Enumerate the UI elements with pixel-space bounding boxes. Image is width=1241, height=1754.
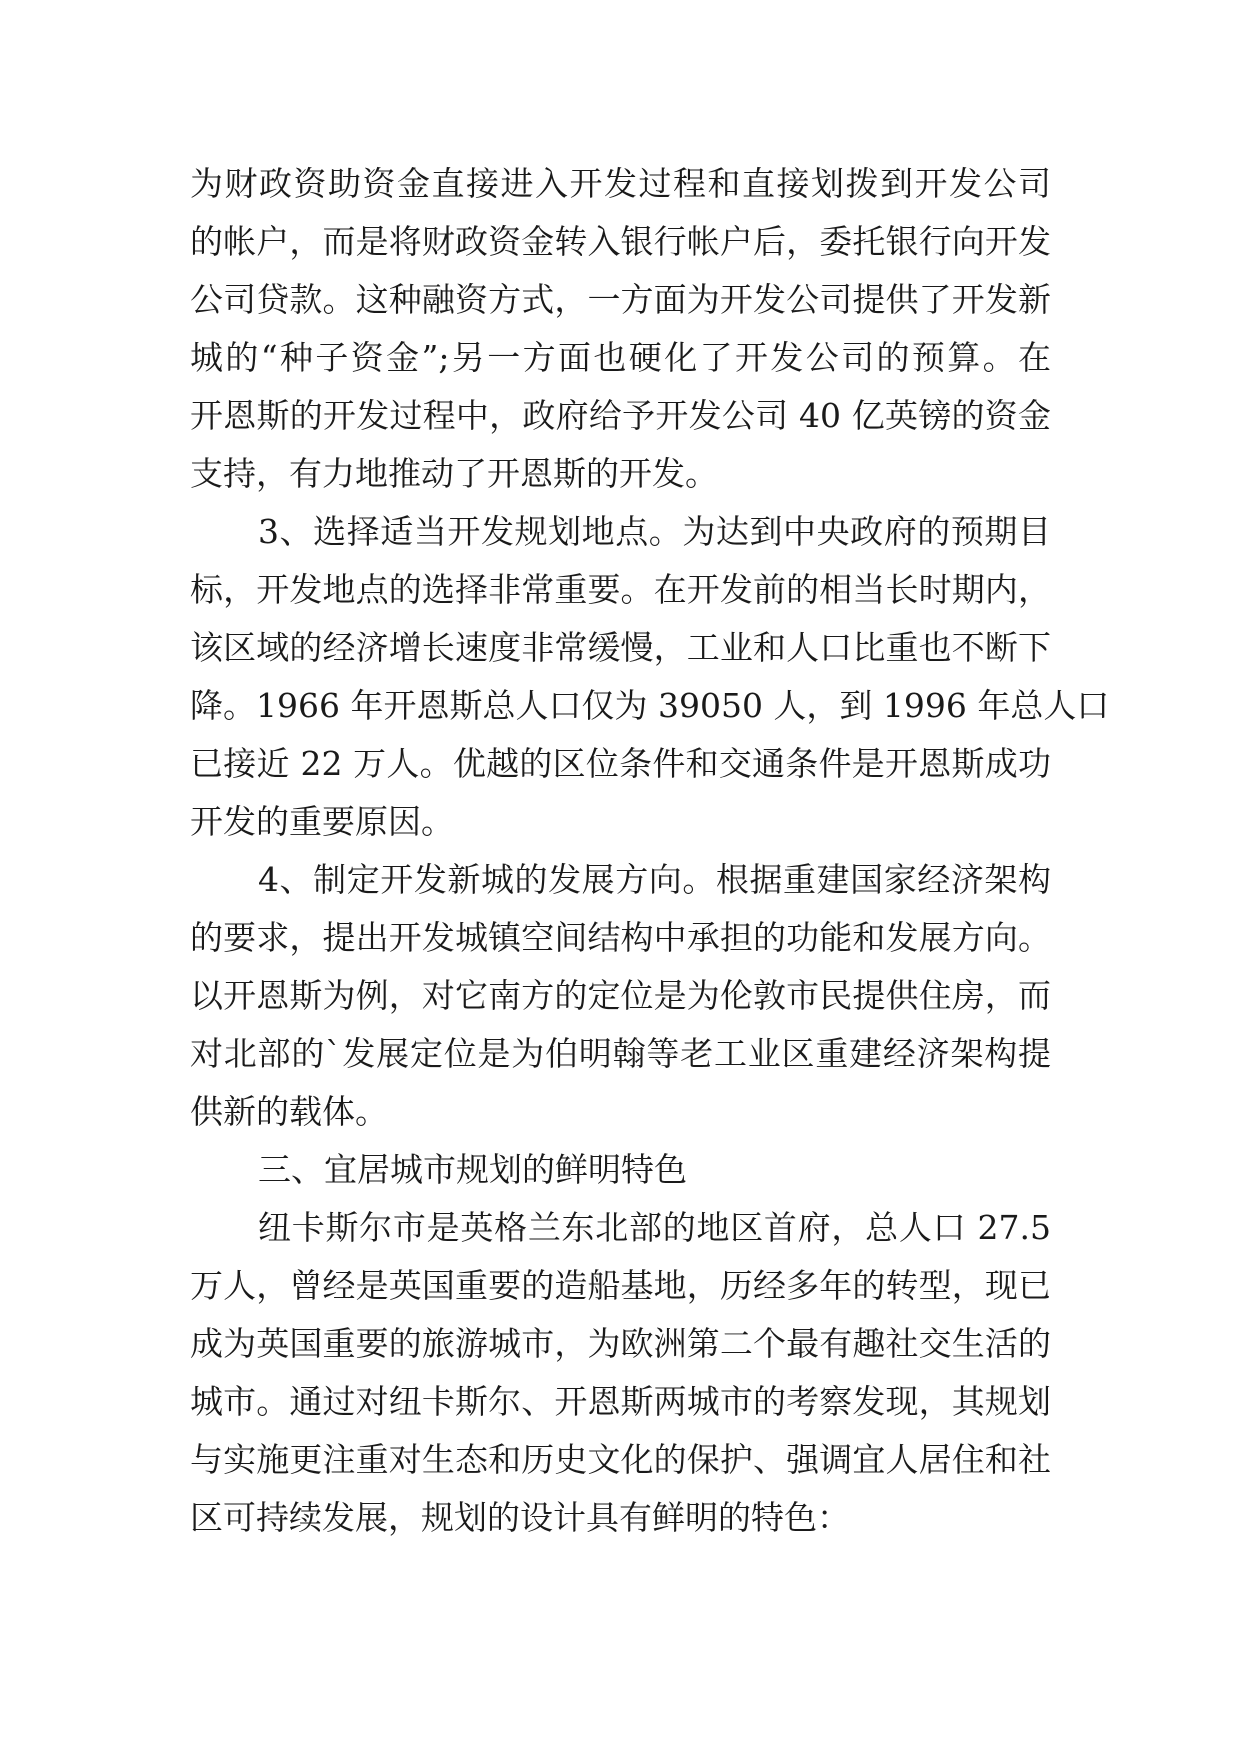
section-heading: 三、宜居城市规划的鲜明特色 [258, 1150, 687, 1189]
text-line: 城的“种子资金”;另一方面也硬化了开发公司的预算。在 [190, 338, 1051, 377]
text-line: 区可持续发展，规划的设计具有鲜明的特色： [190, 1498, 850, 1537]
text-line: 万人，曾经是英国重要的造船基地，历经多年的转型，现已 [190, 1266, 1051, 1305]
text-line: 城市。通过对纽卡斯尔、开恩斯两城市的考察发现，其规划 [190, 1382, 1051, 1421]
text-line: 该区域的经济增长速度非常缓慢，工业和人口比重也不断下 [190, 628, 1051, 667]
text-line: 降。1966 年开恩斯总人口仅为 39050 人，到 1996 年总人口 [190, 686, 1110, 725]
text-line: 支持，有力地推动了开恩斯的开发。 [190, 454, 718, 493]
text-line: 开发的重要原因。 [190, 802, 454, 841]
text-line: 标，开发地点的选择非常重要。在开发前的相当长时期内， [190, 570, 1051, 609]
text-line: 已接近 22 万人。优越的区位条件和交通条件是开恩斯成功 [190, 744, 1051, 783]
text-line: 的要求，提出开发城镇空间结构中承担的功能和发展方向。 [190, 918, 1051, 957]
text-line: 公司贷款。这种融资方式，一方面为开发公司提供了开发新 [190, 280, 1051, 319]
text-line: 以开恩斯为例，对它南方的定位是为伦敦市民提供住房，而 [190, 976, 1051, 1015]
text-line: 4、制定开发新城的发展方向。根据重建国家经济架构 [258, 860, 1051, 899]
text-line: 供新的载体。 [190, 1092, 388, 1131]
text-line: 的帐户，而是将财政资金转入银行帐户后，委托银行向开发 [190, 222, 1051, 261]
text-line: 与实施更注重对生态和历史文化的保护、强调宜人居住和社 [190, 1440, 1051, 1479]
text-line: 3、选择适当开发规划地点。为达到中央政府的预期目 [258, 512, 1051, 551]
text-line: 纽卡斯尔市是英格兰东北部的地区首府，总人口 27.5 [258, 1208, 1051, 1247]
document-body [190, 155, 1110, 1547]
text-line: 成为英国重要的旅游城市，为欧洲第二个最有趣社交生活的 [190, 1324, 1051, 1363]
text-line: 为财政资助资金直接进入开发过程和直接划拨到开发公司 [190, 164, 1051, 203]
text-line: 开恩斯的开发过程中，政府给予开发公司 40 亿英镑的资金 [190, 396, 1051, 435]
text-line: 对北部的`发展定位是为伯明翰等老工业区重建经济架构提 [190, 1034, 1051, 1073]
